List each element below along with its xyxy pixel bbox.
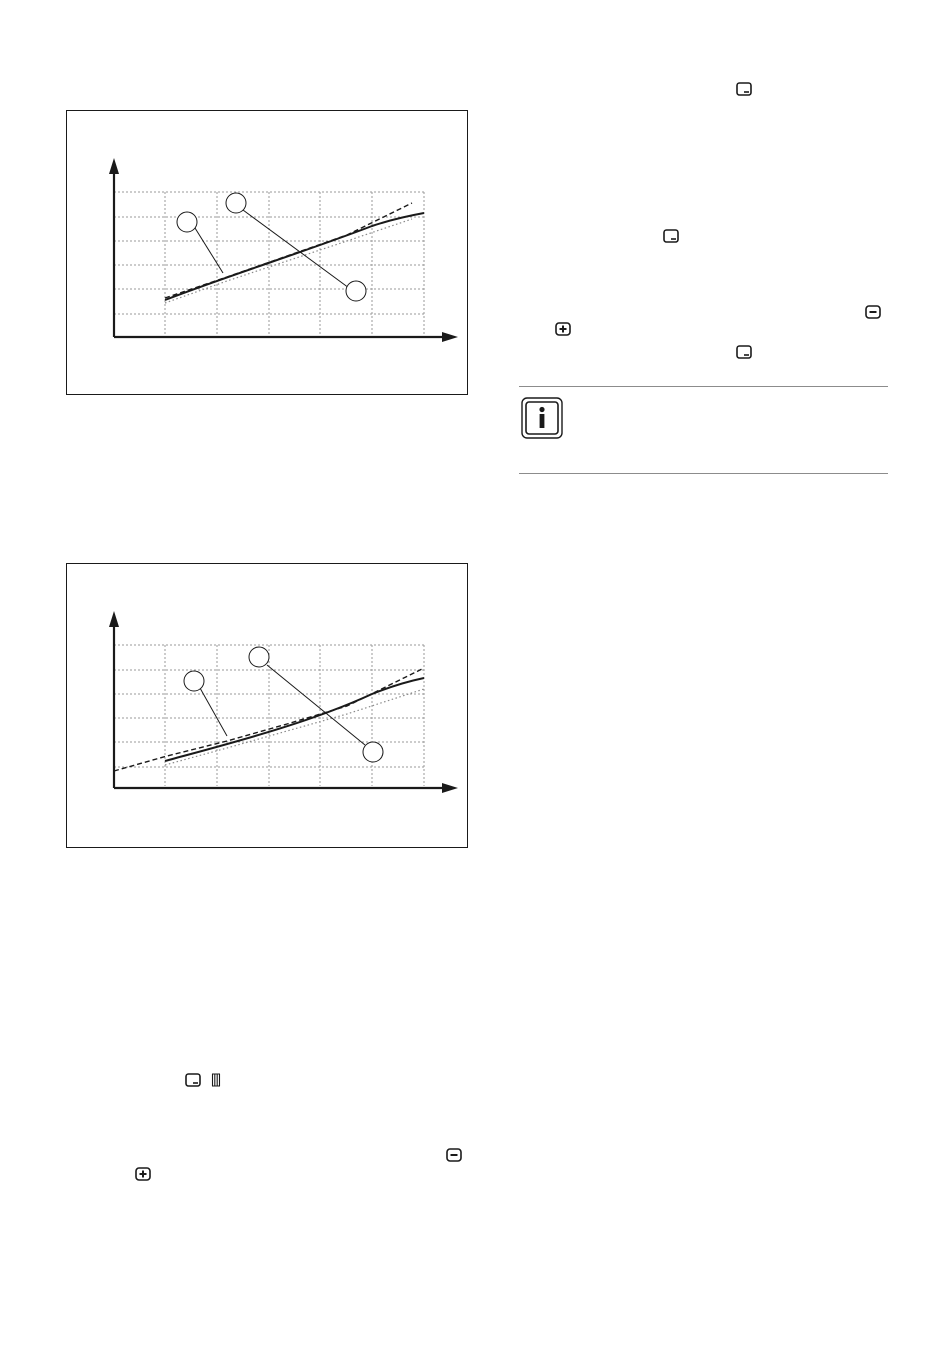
minus-button-icon	[865, 305, 881, 319]
callouts	[184, 647, 383, 762]
plus-button-icon	[555, 322, 571, 336]
axes	[109, 611, 458, 793]
heating-curve-figure-1	[66, 110, 468, 395]
display-screen-icon	[185, 1073, 201, 1087]
plus-button-icon	[135, 1167, 151, 1181]
info-icon	[521, 397, 563, 439]
display-screen-icon	[663, 229, 679, 243]
callout-circle	[177, 212, 197, 232]
display-screen-icon	[736, 82, 752, 96]
dotted-curve	[165, 219, 412, 303]
info-note	[519, 386, 888, 474]
display-screen-icon	[736, 345, 752, 359]
heating-curve-figure-2	[66, 563, 468, 848]
callout-circle	[249, 647, 269, 667]
solid-curve	[165, 213, 424, 300]
callout-circle	[363, 742, 383, 762]
heating-curve-chart-2	[67, 564, 467, 847]
dotted-curve	[165, 689, 424, 765]
heating-curve-chart-1	[67, 111, 467, 394]
callout-circle	[226, 193, 246, 213]
callout-circle	[184, 671, 204, 691]
solid-curve	[165, 678, 424, 761]
radiator-icon	[211, 1073, 221, 1087]
grid	[114, 192, 424, 337]
callout-circle	[346, 281, 366, 301]
minus-button-icon	[446, 1148, 462, 1162]
